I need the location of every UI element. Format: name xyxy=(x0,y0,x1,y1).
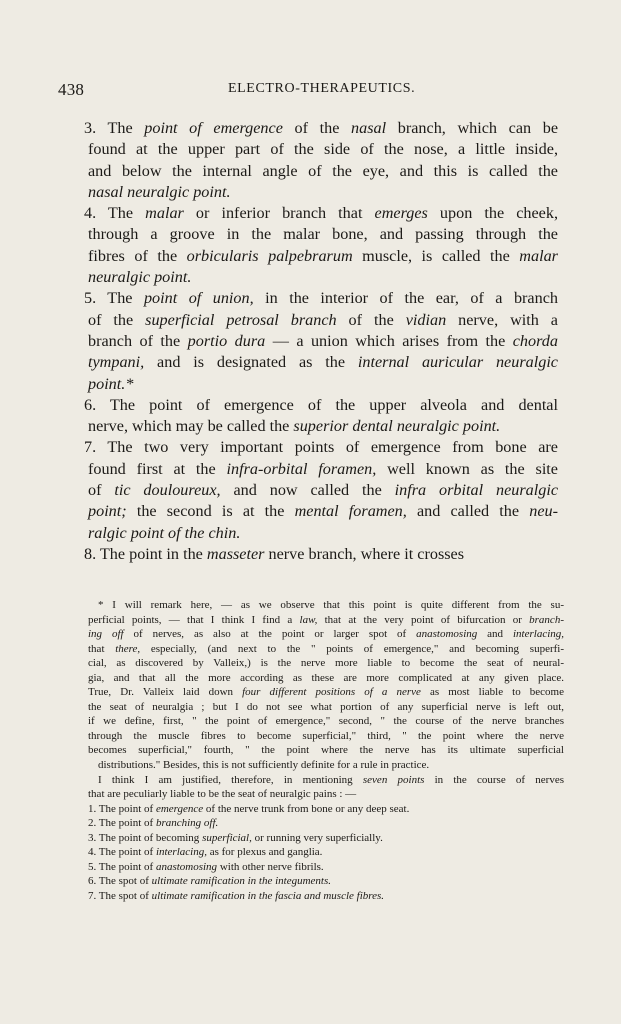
footnote-text-run: in the course of nerves xyxy=(424,773,564,786)
body-line xyxy=(88,480,558,501)
footnote-line xyxy=(88,787,564,802)
footnote-text-run: four different positions of a nerve xyxy=(242,686,421,699)
body-text-run: and now called the xyxy=(220,481,395,500)
footnote-text-run: becomes superficial," fourth, " the point where the nerve has its ultimate superficial xyxy=(88,744,564,757)
body-line xyxy=(88,267,558,288)
footnote-text-run: 7. The spot of xyxy=(88,889,152,902)
footnote-line xyxy=(88,642,564,657)
footnote-text-run: I think I am justified, therefore, in mentioning xyxy=(98,773,363,786)
body-text-run: 6. The point of emergence of the upper alveola and dental xyxy=(84,395,558,414)
body-text-run: of the xyxy=(282,119,352,137)
body-text-run: point of union, xyxy=(143,289,254,308)
footnote-line xyxy=(88,758,564,773)
body-text-run: muscle, is called the xyxy=(352,246,520,265)
footnote-text-run: 4. The point of xyxy=(88,846,156,859)
footnote-text-run: seven points xyxy=(362,773,425,786)
body-text-run: nasal neuralgic point. xyxy=(88,182,231,201)
body-text-run: — a union which arises from the xyxy=(265,331,513,350)
body-text-run: or inferior branch that xyxy=(183,204,375,223)
footnote-text-run: branching off. xyxy=(155,817,219,830)
body-text-run: superficial petrosal branch xyxy=(145,310,337,329)
footnote-text-run: that at the very point of bifurcation or xyxy=(317,613,530,626)
body-line xyxy=(84,395,558,416)
body-text-run: and is designated as the xyxy=(144,353,358,372)
body-text-run: branch, which can be xyxy=(386,119,559,137)
footnote-text-run: anastomosing xyxy=(155,860,218,873)
body-text-run: in the interior of the ear, of a branch xyxy=(253,289,558,308)
footnote-text-run: ultimate ramification in the fascia and muscle fibres. xyxy=(151,889,385,902)
footnote-text-run: if we define, first, " the point of emergence," second, " the course of the nerve branches xyxy=(88,715,564,728)
footnote-text-run: superficial, xyxy=(202,831,252,844)
body-text-run: 4. The xyxy=(84,204,146,223)
body-text-run: infra orbital neuralgic xyxy=(394,481,559,500)
footnote-line xyxy=(88,714,564,729)
body-text-run: infra-orbital foramen, xyxy=(226,459,377,478)
body-text-run: well known as the site xyxy=(376,459,558,478)
body-text-run: point of emergence xyxy=(144,119,283,137)
body-text xyxy=(84,118,559,565)
footnote-line xyxy=(88,816,564,831)
footnote-text-run: gia, and that all the more according as these are more complicated at any given place. xyxy=(88,671,564,684)
body-text-run: of the xyxy=(88,310,146,329)
body-text-run: portio dura xyxy=(187,331,266,350)
body-line xyxy=(88,331,558,352)
running-head: ELECTRO-THERAPEUTICS. xyxy=(228,81,416,96)
body-text-run: masseter xyxy=(206,544,265,563)
footnote-text-run: that are peculiarly liable to be the seat of neuralgic pains : — xyxy=(88,788,357,801)
body-text-run: vidian xyxy=(405,310,447,329)
body-text-run: nasal xyxy=(351,119,387,137)
body-line xyxy=(88,182,558,203)
body-text-run: upon the cheek, xyxy=(427,204,558,223)
footnote-line xyxy=(88,700,564,715)
footnote-text-run: as most liable to become xyxy=(420,686,564,699)
body-line xyxy=(88,523,558,544)
footnote-text-run: anastomosing xyxy=(416,628,478,641)
footnote-line xyxy=(88,802,564,817)
footnote-text-run: of the nerve trunk from bone or any deep seat. xyxy=(203,802,410,815)
footnote-line xyxy=(88,729,564,744)
body-text-run: of the xyxy=(336,310,406,329)
footnote-line xyxy=(88,773,564,788)
footnote-text-run: that xyxy=(88,642,116,655)
body-text-run: neuralgic point. xyxy=(88,268,192,287)
footnote-text-run: 1. The point of xyxy=(88,802,156,815)
body-text-run: found first at the xyxy=(88,459,227,478)
body-line xyxy=(88,310,558,331)
body-line xyxy=(88,352,558,373)
footnote-text-run: 3. The point of becoming xyxy=(88,831,203,844)
footnote-text-run: as for plexus and ganglia. xyxy=(206,846,323,859)
body-text-run: ralgic point of the chin. xyxy=(88,523,241,542)
body-text-run: emerges xyxy=(374,204,428,223)
page-number: 438 xyxy=(58,80,85,99)
footnote-line xyxy=(88,845,564,860)
footnote-text-run: interlacing, xyxy=(512,628,565,641)
footnote-text-run: and xyxy=(477,628,513,641)
body-line xyxy=(84,118,558,139)
footnote-text-run: of nerves, as also at the point or larger spot of xyxy=(123,628,417,641)
body-text-run: 7. The two very important points of emergence from bone are xyxy=(84,438,558,457)
body-text-run: point.* xyxy=(88,374,134,393)
footnote-text-run: there, xyxy=(115,642,141,655)
body-text-run: nerve, with a xyxy=(446,310,558,329)
footnote-text-run: emergence xyxy=(155,802,204,815)
footnote-line xyxy=(88,874,564,889)
footnote-line xyxy=(88,743,564,758)
body-line xyxy=(84,288,558,309)
footnote-text-run: 6. The spot of xyxy=(88,875,152,888)
body-line xyxy=(88,416,558,437)
footnote-text-run: the seat of neuralgia ; but I do not see what portion of any superficial nerve is left out, xyxy=(88,700,564,713)
body-text-run: malar xyxy=(145,204,184,223)
body-text-run: nerve branch, where it crosses xyxy=(264,544,465,563)
body-text-run: nerve, which may be called the xyxy=(88,417,294,436)
footnote-line xyxy=(88,860,564,875)
body-text-run: through a groove in the malar bone, and passing through the xyxy=(88,225,558,244)
body-text-run: the second is at the xyxy=(126,502,295,521)
body-line xyxy=(88,246,558,267)
body-line xyxy=(88,161,558,182)
footnote-line xyxy=(88,671,564,686)
footnote-text-run: 2. The point of xyxy=(88,817,156,830)
footnote-line xyxy=(88,831,564,846)
footnote-text-run: interlacing, xyxy=(155,846,207,859)
footnote-line xyxy=(88,598,564,613)
body-text-run: tic douloureux, xyxy=(114,481,221,500)
footnote-text-run: law, xyxy=(299,613,318,626)
body-text-run: internal auricular neuralgic xyxy=(357,353,558,372)
body-line xyxy=(88,139,558,160)
body-text-run: neu- xyxy=(529,502,558,521)
page-header xyxy=(58,80,578,102)
footnote-text-run: True, Dr. Valleix laid down xyxy=(88,686,243,699)
body-line xyxy=(88,374,558,395)
footnote-line xyxy=(88,889,564,904)
footnote-line xyxy=(88,656,564,671)
footnote-text-run: distributions." Besides, this is not sufficiently definite for a rule in practice. xyxy=(98,759,430,772)
body-line xyxy=(84,544,558,565)
body-text-run: mental foramen, xyxy=(294,502,407,521)
body-line xyxy=(88,224,558,245)
body-text-run: malar xyxy=(519,246,558,265)
body-text-run: branch of the xyxy=(88,331,188,350)
footnote-line xyxy=(88,613,564,628)
footnote-text-run: or running very superficially. xyxy=(251,831,383,844)
body-text-run: 8. The point in the xyxy=(84,544,207,563)
body-text-run: found at the upper part of the side of the nose, a little inside, xyxy=(88,140,558,159)
body-line xyxy=(88,501,558,522)
body-text-run: 5. The xyxy=(84,289,144,308)
body-text-run: 3. The xyxy=(84,119,145,137)
body-text-run: chorda xyxy=(512,331,558,350)
footnote-text-run: cial, as discovered by Valleix,) is the nerve more liable to become the seat of neural- xyxy=(88,657,564,670)
body-text-run: fibres of the xyxy=(88,246,187,265)
footnote-text-run: through the muscle fibres to become superficial," third, " the point where the nerve xyxy=(88,729,564,742)
body-text-run: tympani, xyxy=(88,353,145,372)
footnote-text-run: especially, (and next to the " points of emergence," and becoming superfi- xyxy=(140,642,564,655)
footnote-line xyxy=(88,685,564,700)
body-text-run: of xyxy=(88,481,115,500)
body-text-run: and below the internal angle of the eye, and this is called the xyxy=(88,161,558,180)
body-line xyxy=(88,459,558,480)
footnote-text-run: perficial points, — that I think I find a xyxy=(88,613,300,626)
body-line xyxy=(84,437,558,458)
footnote-text-run: branch- xyxy=(529,613,564,626)
body-line xyxy=(84,203,558,224)
body-text-run: and called the xyxy=(406,502,530,521)
footnote-text-run: ultimate ramification in the integuments. xyxy=(151,875,331,888)
footnote-text-run: 5. The point of xyxy=(88,860,156,873)
body-text-run: point; xyxy=(88,502,127,521)
footnote-text-run: ing off xyxy=(88,628,124,641)
footnote-text-run: with other nerve fibrils. xyxy=(217,860,324,873)
body-text-run: superior dental neuralgic point. xyxy=(293,417,501,436)
body-text-run: orbicularis palpebrarum xyxy=(186,246,353,265)
footnote xyxy=(88,598,564,903)
footnote-text-run: * I will remark here, — as we observe that this point is quite different from the su- xyxy=(98,599,564,611)
footnote-line xyxy=(88,627,564,642)
